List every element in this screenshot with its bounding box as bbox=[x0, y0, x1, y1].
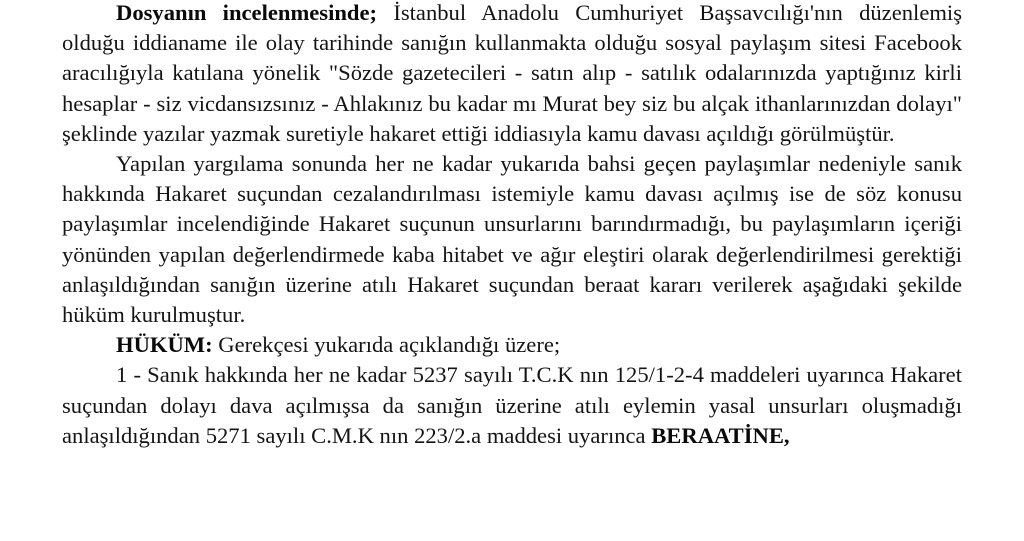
paragraph-text: İstanbul Anadolu Cumhuriyet Başsavcılığı'nın düzenlemiş olduğu iddianame ile olay tarihinde sanığın kullanmakta olduğu sosyal paylaşım sitesi Facebook aracılığıyla katılana yönelik "Sözde gazetecileri - satın alıp - satılık odalarınızda yaptığınız kirli hesaplar - siz vicdansızsınız - Ahlakınız bu kadar mı Murat bey siz bu alçak ithanlarınızdan dolayı" şeklinde yazılar yazmak suretiyle hakaret ettiği iddiasıyla kamu davası açıldığı görülmüştür. bbox=[62, 0, 962, 146]
paragraph-text: Gerekçesi yukarıda açıklandığı üzere; bbox=[212, 332, 561, 358]
acquittal-label: BERAATİNE, bbox=[651, 422, 790, 448]
paragraph-case-review bbox=[62, 0, 962, 149]
paragraph-verdict-item-1 bbox=[62, 360, 962, 451]
paragraph-lead-bold: Dosyanın incelenmesinde; bbox=[116, 0, 378, 25]
paragraph-text: Yapılan yargılama sonunda her ne kadar yukarıda bahsi geçen paylaşımlar nedeniyle sanık hakkında Hakaret suçundan cezalandırılması istemiyle kamu davası açılmış ise de söz konusu paylaşımlar incelendiğinde Hakaret suçunun unsurlarını barındırmadığı, bu paylaşımların içeriği yönünden yapılan değerlendirmede kaba hitabet ve ağır eleştiri olarak değerlendirilmesi gerektiği anlaşıldığından sanığın üzerine atılı Hakaret suçundan beraat kararı verilerek aşağıdaki şekilde hüküm kurulmuştur. bbox=[62, 151, 962, 328]
paragraph-trial-outcome bbox=[62, 149, 962, 330]
paragraph-verdict-heading bbox=[62, 330, 962, 360]
document-page bbox=[62, 0, 962, 451]
verdict-label: HÜKÜM: bbox=[116, 332, 213, 358]
paragraph-text: 1 - Sanık hakkında her ne kadar 5237 sayılı T.C.K nın 125/1-2-4 maddeleri uyarınca Hakaret suçundan dolayı dava açılmışsa da sanığın üzerine atılı eylemin yasal unsurları oluşmadığı anlaşıldığından 5271 sayılı C.M.K nın 223/2.a maddesi uyarınca bbox=[62, 362, 962, 448]
